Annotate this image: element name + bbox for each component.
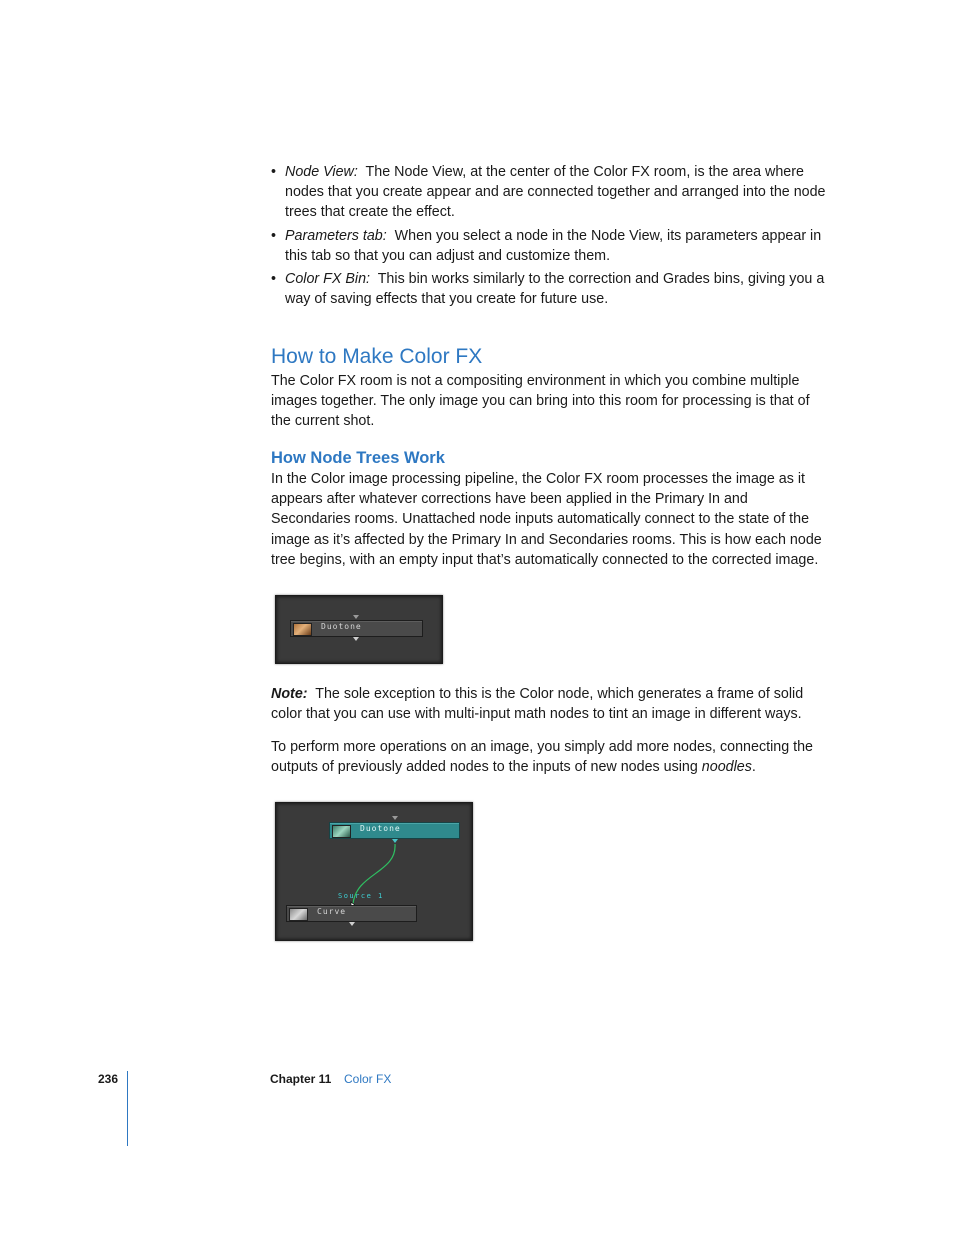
bullet-text: When you select a node in the Node View, its parameters appear in this tab so that you can adjust and customize them. bbox=[285, 227, 822, 264]
node-label: Curve bbox=[317, 907, 347, 916]
definition-list bbox=[271, 162, 831, 312]
subsection-paragraph: In the Color image processing pipeline, the Color FX room processes the image as it appears after whatever corrections have been applied in the Primary In and Secondaries rooms. Unattached node inputs automatically connect to the state of the image as it’s affected by the Primary In and Secondaries rooms. This is how each node tree begins, with an empty input that’s automatically connected to the corrected image. bbox=[271, 471, 822, 568]
bullet-text: This bin works similarly to the correction and Grades bins, giving you a way of saving effects that you create for future use. bbox=[285, 271, 825, 308]
footer-divider bbox=[127, 1071, 128, 1146]
duotone-node bbox=[290, 620, 423, 637]
bullet-term: Parameters tab: bbox=[285, 227, 387, 244]
noodles-paragraph bbox=[271, 737, 827, 777]
emphasis-term: noodles bbox=[701, 759, 752, 776]
subsection-heading: How Node Trees Work bbox=[271, 449, 445, 467]
input-label: Source 1 bbox=[338, 892, 384, 900]
node-thumbnail-icon bbox=[289, 908, 308, 921]
bullet-term: Color FX Bin: bbox=[285, 271, 371, 288]
curve-node bbox=[286, 905, 417, 922]
list-item: • Node View: The Node View, at the center of the Color FX room, is the area where nodes that you create appear and are connected together and arranged into the node trees that create the effect. bbox=[271, 164, 826, 221]
note-paragraph bbox=[271, 684, 827, 724]
list-item: • Color FX Bin: This bin works similarly to the correction and Grades bins, giving you a way of saving effects that you create for future use. bbox=[271, 271, 825, 308]
list-item: • Parameters tab: When you select a node in the Node View, its parameters appear in this tab so that you can adjust and customize them. bbox=[271, 227, 822, 264]
output-arrow-icon bbox=[349, 922, 355, 926]
node-label: Duotone bbox=[360, 824, 401, 833]
section-intro: The Color FX room is not a compositing environment in which you combine multiple images together. The only image you can bring into this room for processing is that of the current shot. bbox=[271, 373, 810, 430]
node-label: Duotone bbox=[321, 622, 362, 631]
section-heading: How to Make Color FX bbox=[271, 345, 483, 368]
output-arrow-icon bbox=[353, 637, 359, 641]
bullet-text: The Node View, at the center of the Color FX room, is the area where nodes that you create appear and are connected together and arranged into the node trees that create the effect. bbox=[285, 164, 826, 221]
input-arrow-icon bbox=[353, 615, 359, 619]
node-thumbnail-icon bbox=[293, 623, 312, 636]
paragraph-text: To perform more operations on an image, you simply add more nodes, connecting the outputs of previously added nodes to the inputs of new nodes using bbox=[271, 739, 813, 776]
page-number: 236 bbox=[98, 1072, 119, 1086]
note-label: Note: bbox=[271, 686, 308, 702]
paragraph-end: . bbox=[751, 759, 756, 776]
note-text: The sole exception to this is the Color node, which generates a frame of solid color that you can use with multi-input math nodes to tint an image in different ways. bbox=[271, 686, 804, 723]
node-view-figure-connected bbox=[275, 802, 473, 941]
footer-chapter-title: Color FX bbox=[344, 1072, 392, 1086]
footer-chapter: Chapter 11 bbox=[270, 1072, 332, 1086]
node-view-figure-single bbox=[275, 595, 443, 664]
bullet-term: Node View: bbox=[285, 164, 358, 180]
